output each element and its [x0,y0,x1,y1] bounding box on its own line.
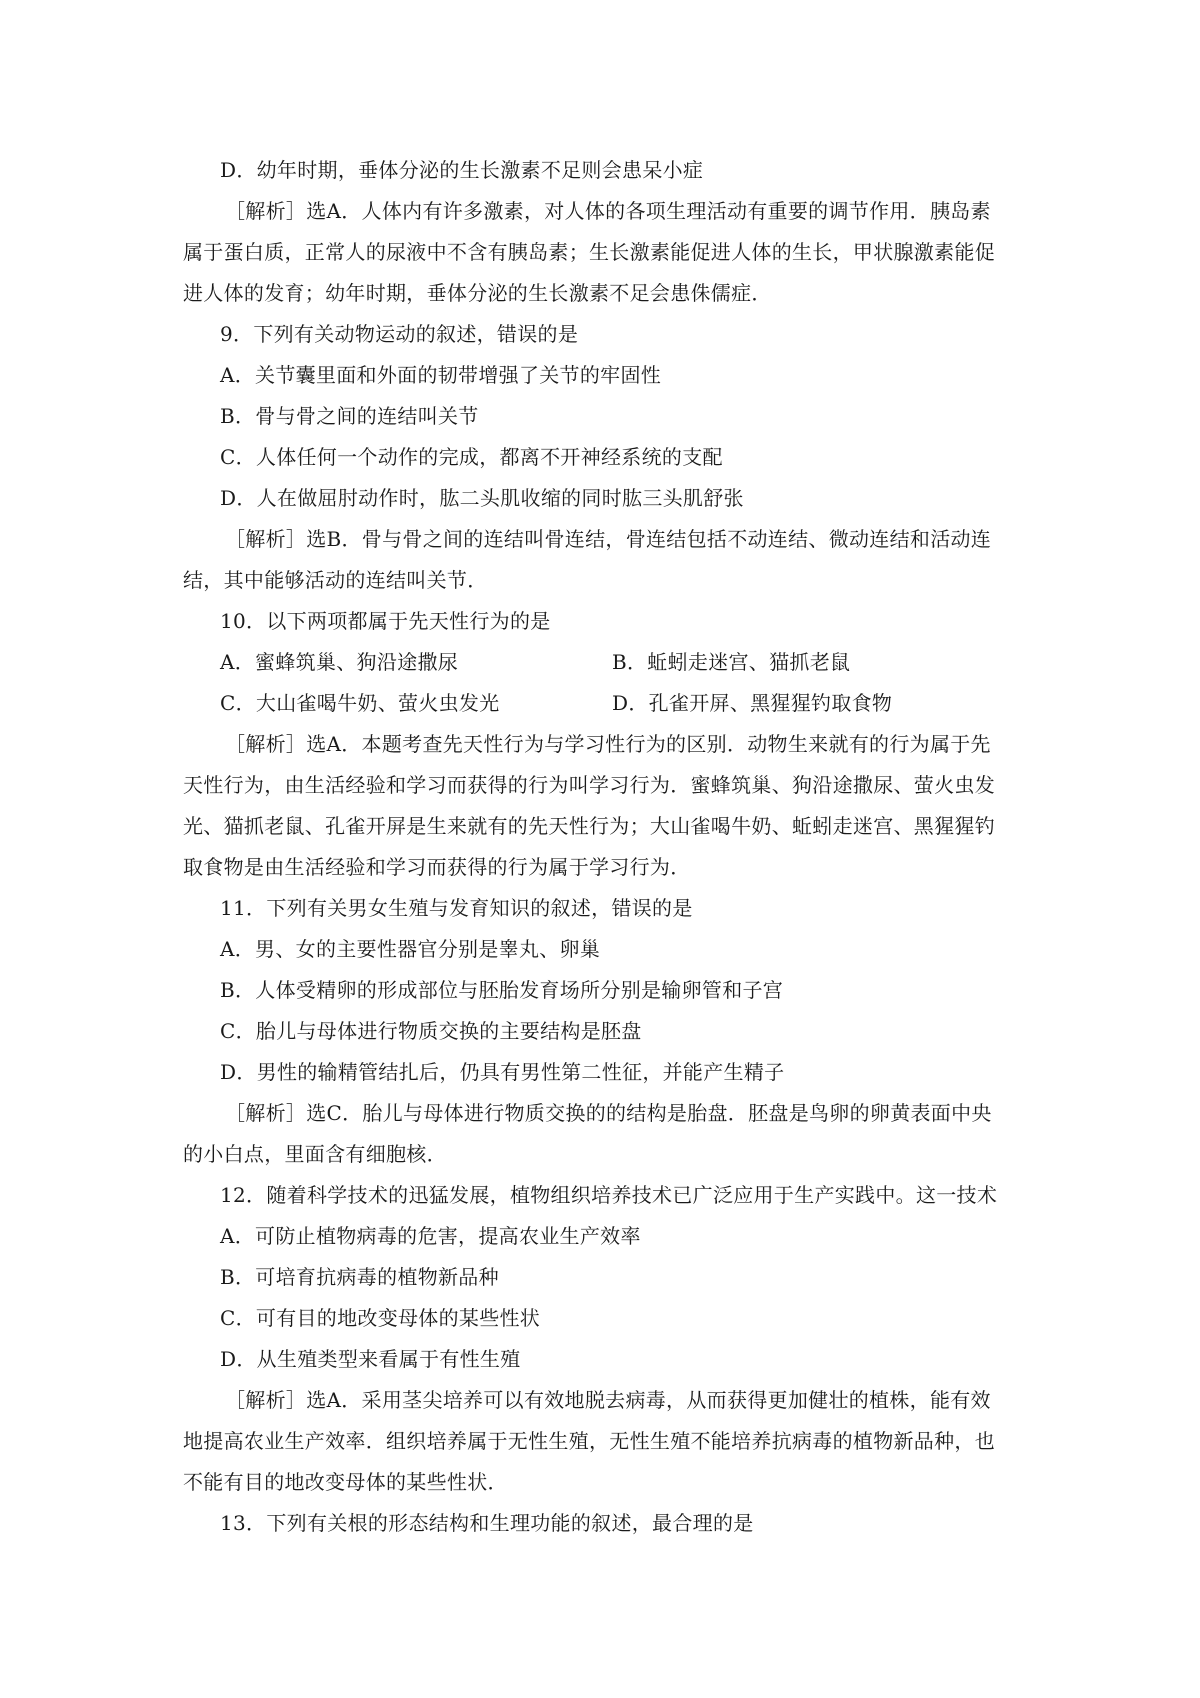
q8-explanation-line-3: 进人体的发育；幼年时期，垂体分泌的生长激素不足会患侏儒症． [183,281,772,305]
q12-explanation-line-1: ［解析］选A．采用茎尖培养可以有效地脱去病毒，从而获得更加健壮的植株，能有效 [225,1388,991,1412]
q12-option-c: C．可有目的地改变母体的某些性状 [220,1306,541,1330]
q10-stem: 10．以下两项都属于先天性行为的是 [220,609,551,633]
q9-explanation-line-1: ［解析］选B．骨与骨之间的连结叫骨连结，骨连结包括不动连结、微动连结和活动连 [225,527,992,551]
q8-explanation-line-2: 属于蛋白质，正常人的尿液中不含有胰岛素；生长激素能促进人体的生长，甲状腺激素能促 [183,240,995,264]
q13-stem: 13．下列有关根的形态结构和生理功能的叙述，最合理的是 [220,1511,754,1535]
q11-stem: 11．下列有关男女生殖与发育知识的叙述，错误的是 [220,896,693,920]
q9-option-a: A．关节囊里面和外面的韧带增强了关节的牢固性 [220,363,662,387]
q12-option-b: B．可培育抗病毒的植物新品种 [220,1265,499,1289]
q10-options-row-2 [183,683,1023,724]
q10-explanation-line-1: ［解析］选A．本题考查先天性行为与学习性行为的区别．动物生来就有的行为属于先 [225,732,991,756]
q9-option-b: B．骨与骨之间的连结叫关节 [220,404,479,428]
q12-option-d: D．从生殖类型来看属于有性生殖 [220,1347,521,1371]
q11-explanation-line-2: 的小白点，里面含有细胞核． [183,1142,447,1166]
document-page [183,150,1023,1544]
q9-stem: 9．下列有关动物运动的叙述，错误的是 [220,322,579,346]
q10-option-a: A．蜜蜂筑巢、狗沿途撒尿 [220,650,459,674]
q11-option-c: C．胎儿与母体进行物质交换的主要结构是胚盘 [220,1019,642,1043]
q12-explanation-line-3: 不能有目的地改变母体的某些性状． [183,1470,508,1494]
q10-options-row-1 [183,642,1023,683]
q8-option-d: D．幼年时期，垂体分泌的生长激素不足则会患呆小症 [220,158,704,182]
q9-option-d: D．人在做屈肘动作时，肱二头肌收缩的同时肱三头肌舒张 [220,486,744,510]
q10-option-b: B．蚯蚓走迷宫、猫抓老鼠 [612,650,851,674]
q12-stem: 12．随着科学技术的迅猛发展，植物组织培养技术已广泛应用于生产实践中。这一技术 [220,1183,998,1207]
q9-explanation-line-2: 结，其中能够活动的连结叫关节． [183,568,488,592]
q10-explanation-line-2: 天性行为，由生活经验和学习而获得的行为叫学习行为．蜜蜂筑巢、狗沿途撒尿、萤火虫发 [183,773,995,797]
q11-option-b: B．人体受精卵的形成部位与胚胎发育场所分别是输卵管和子宫 [220,978,784,1002]
q10-option-d: D．孔雀开屏、黑猩猩钓取食物 [612,691,893,715]
q11-option-d: D．男性的输精管结扎后，仍具有男性第二性征，并能产生精子 [220,1060,785,1084]
q11-option-a: A．男、女的主要性器官分别是睾丸、卵巢 [220,937,601,961]
q10-option-c: C．大山雀喝牛奶、萤火虫发光 [220,691,500,715]
q10-explanation-line-3: 光、猫抓老鼠、孔雀开屏是生来就有的先天性行为；大山雀喝牛奶、蚯蚓走迷宫、黑猩猩钓 [183,814,995,838]
q11-explanation-line-1: ［解析］选C．胎儿与母体进行物质交换的的结构是胎盘．胚盘是鸟卵的卵黄表面中央 [225,1101,992,1125]
q10-explanation-line-4: 取食物是由生活经验和学习而获得的行为属于学习行为． [183,855,691,879]
q12-explanation-line-2: 地提高农业生产效率．组织培养属于无性生殖，无性生殖不能培养抗病毒的植物新品种，也 [183,1429,995,1453]
q9-option-c: C．人体任何一个动作的完成，都离不开神经系统的支配 [220,445,723,469]
q12-option-a: A．可防止植物病毒的危害，提高农业生产效率 [220,1224,641,1248]
q8-explanation-line-1: ［解析］选A．人体内有许多激素，对人体的各项生理活动有重要的调节作用．胰岛素 [225,199,991,223]
